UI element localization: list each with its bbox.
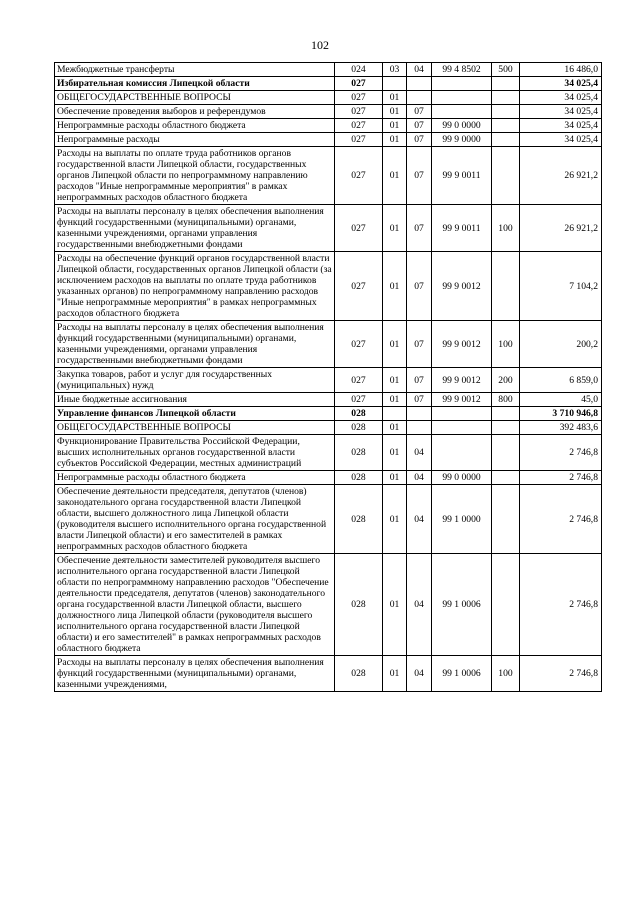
row-name: Расходы на выплаты персоналу в целях обеспечения выполнения функций государственными (муниципальными) органами, казенными учреждениями, органами управления государственными внебюджетными фондами bbox=[55, 205, 335, 252]
row-name: Расходы на выплаты персоналу в целях обеспечения выполнения функций государственными (муниципальными) органами, казенными учреждениями, bbox=[55, 656, 335, 692]
row-vr-code bbox=[492, 147, 520, 205]
row-name: Расходы на выплаты персоналу в целях обеспечения выполнения функций государственными (муниципальными) органами, казенными учреждениями, органами управления государственными внебюджетными фондами bbox=[55, 321, 335, 368]
row-csr-code: 99 1 0006 bbox=[432, 554, 492, 656]
row-pr-code: 07 bbox=[407, 205, 432, 252]
row-gr-code: 027 bbox=[335, 252, 383, 321]
row-pr-code: 04 bbox=[407, 554, 432, 656]
row-pr-code bbox=[407, 407, 432, 421]
budget-table bbox=[54, 62, 602, 692]
row-gr-code: 024 bbox=[335, 63, 383, 77]
row-gr-code: 027 bbox=[335, 77, 383, 91]
row-gr-code: 027 bbox=[335, 205, 383, 252]
row-vr-code bbox=[492, 554, 520, 656]
row-rz-code: 01 bbox=[383, 133, 407, 147]
row-pr-code: 07 bbox=[407, 119, 432, 133]
row-gr-code: 028 bbox=[335, 485, 383, 554]
row-vr-code bbox=[492, 119, 520, 133]
table-row bbox=[55, 119, 602, 133]
table-row bbox=[55, 435, 602, 471]
row-csr-code bbox=[432, 77, 492, 91]
table-row bbox=[55, 77, 602, 91]
row-rz-code: 01 bbox=[383, 554, 407, 656]
row-vr-code bbox=[492, 252, 520, 321]
row-csr-code: 99 9 0012 bbox=[432, 321, 492, 368]
row-csr-code bbox=[432, 407, 492, 421]
row-gr-code: 027 bbox=[335, 147, 383, 205]
row-csr-code: 99 0 0000 bbox=[432, 119, 492, 133]
row-name: Управление финансов Липецкой области bbox=[55, 407, 335, 421]
row-name: Непрограммные расходы bbox=[55, 133, 335, 147]
row-gr-code: 028 bbox=[335, 656, 383, 692]
row-vr-code: 200 bbox=[492, 368, 520, 393]
row-sum: 34 025,4 bbox=[520, 119, 602, 133]
row-sum: 34 025,4 bbox=[520, 91, 602, 105]
row-name: Функционирование Правительства Российской Федерации, высших исполнительных органов государственной власти субъектов Российской Федерации, местных администраций bbox=[55, 435, 335, 471]
row-vr-code bbox=[492, 105, 520, 119]
row-vr-code: 100 bbox=[492, 321, 520, 368]
row-csr-code: 99 9 0012 bbox=[432, 368, 492, 393]
row-pr-code: 07 bbox=[407, 368, 432, 393]
row-pr-code bbox=[407, 77, 432, 91]
page-number: 102 bbox=[311, 38, 329, 52]
row-rz-code: 01 bbox=[383, 105, 407, 119]
row-vr-code: 800 bbox=[492, 393, 520, 407]
table-row bbox=[55, 91, 602, 105]
row-sum: 2 746,8 bbox=[520, 471, 602, 485]
row-gr-code: 027 bbox=[335, 91, 383, 105]
row-vr-code bbox=[492, 485, 520, 554]
row-sum: 2 746,8 bbox=[520, 435, 602, 471]
row-csr-code: 99 9 0011 bbox=[432, 205, 492, 252]
row-sum: 34 025,4 bbox=[520, 77, 602, 91]
table-row bbox=[55, 421, 602, 435]
row-rz-code: 01 bbox=[383, 421, 407, 435]
row-rz-code: 01 bbox=[383, 147, 407, 205]
row-sum: 2 746,8 bbox=[520, 485, 602, 554]
table-row bbox=[55, 105, 602, 119]
row-rz-code: 03 bbox=[383, 63, 407, 77]
row-gr-code: 027 bbox=[335, 105, 383, 119]
table-row bbox=[55, 147, 602, 205]
row-rz-code: 01 bbox=[383, 393, 407, 407]
row-sum: 392 483,6 bbox=[520, 421, 602, 435]
row-rz-code: 01 bbox=[383, 91, 407, 105]
row-rz-code: 01 bbox=[383, 321, 407, 368]
row-pr-code: 07 bbox=[407, 147, 432, 205]
table-row bbox=[55, 393, 602, 407]
row-gr-code: 028 bbox=[335, 407, 383, 421]
row-gr-code: 028 bbox=[335, 554, 383, 656]
row-csr-code: 99 0 0000 bbox=[432, 471, 492, 485]
row-name: Расходы на обеспечение функций органов государственной власти Липецкой области, государственных органов Липецкой области (за исключением расходов на выплаты по оплате труда работников указанных органов) по непрограммному направлению расходов "Иные непрограммные мероприятия" в рамках непрограммных расходов областного бюджета bbox=[55, 252, 335, 321]
row-vr-code: 100 bbox=[492, 205, 520, 252]
row-gr-code: 027 bbox=[335, 393, 383, 407]
row-pr-code: 04 bbox=[407, 435, 432, 471]
row-csr-code bbox=[432, 91, 492, 105]
row-name: Обеспечение проведения выборов и референдумов bbox=[55, 105, 335, 119]
row-rz-code: 01 bbox=[383, 471, 407, 485]
row-sum: 34 025,4 bbox=[520, 105, 602, 119]
row-csr-code: 99 9 0011 bbox=[432, 147, 492, 205]
row-sum: 16 486,0 bbox=[520, 63, 602, 77]
row-pr-code: 04 bbox=[407, 471, 432, 485]
row-rz-code: 01 bbox=[383, 205, 407, 252]
row-vr-code bbox=[492, 77, 520, 91]
row-name: Обеспечение деятельности председателя, депутатов (членов) законодательного органа государственной власти Липецкой области, высшего должностного лица Липецкой области (руководителя высшего исполнительного органа государственной власти Липецкой области) и его заместителей в рамках непрограммных расходов областного бюджета bbox=[55, 485, 335, 554]
row-name: ОБЩЕГОСУДАРСТВЕННЫЕ ВОПРОСЫ bbox=[55, 91, 335, 105]
row-sum: 26 921,2 bbox=[520, 205, 602, 252]
row-gr-code: 027 bbox=[335, 119, 383, 133]
row-vr-code bbox=[492, 407, 520, 421]
row-name: ОБЩЕГОСУДАРСТВЕННЫЕ ВОПРОСЫ bbox=[55, 421, 335, 435]
table-row bbox=[55, 554, 602, 656]
row-sum: 3 710 946,8 bbox=[520, 407, 602, 421]
row-name: Иные бюджетные ассигнования bbox=[55, 393, 335, 407]
row-pr-code: 04 bbox=[407, 63, 432, 77]
row-name: Избирательная комиссия Липецкой области bbox=[55, 77, 335, 91]
row-sum: 6 859,0 bbox=[520, 368, 602, 393]
row-rz-code bbox=[383, 77, 407, 91]
row-pr-code bbox=[407, 421, 432, 435]
row-gr-code: 027 bbox=[335, 133, 383, 147]
row-pr-code: 07 bbox=[407, 133, 432, 147]
row-pr-code: 07 bbox=[407, 252, 432, 321]
row-sum: 200,2 bbox=[520, 321, 602, 368]
row-csr-code: 99 9 0012 bbox=[432, 252, 492, 321]
row-rz-code: 01 bbox=[383, 656, 407, 692]
row-name: Закупка товаров, работ и услуг для государственных (муниципальных) нужд bbox=[55, 368, 335, 393]
row-pr-code bbox=[407, 91, 432, 105]
row-vr-code bbox=[492, 471, 520, 485]
row-csr-code bbox=[432, 435, 492, 471]
table-row bbox=[55, 407, 602, 421]
row-rz-code: 01 bbox=[383, 368, 407, 393]
row-vr-code bbox=[492, 133, 520, 147]
row-pr-code: 07 bbox=[407, 105, 432, 119]
row-csr-code bbox=[432, 421, 492, 435]
table-row bbox=[55, 471, 602, 485]
table-row bbox=[55, 656, 602, 692]
row-vr-code bbox=[492, 435, 520, 471]
row-gr-code: 028 bbox=[335, 421, 383, 435]
row-pr-code: 04 bbox=[407, 656, 432, 692]
row-rz-code: 01 bbox=[383, 119, 407, 133]
row-gr-code: 028 bbox=[335, 471, 383, 485]
row-pr-code: 07 bbox=[407, 321, 432, 368]
table-row bbox=[55, 133, 602, 147]
row-sum: 2 746,8 bbox=[520, 656, 602, 692]
row-rz-code: 01 bbox=[383, 252, 407, 321]
table-row bbox=[55, 321, 602, 368]
row-rz-code: 01 bbox=[383, 485, 407, 554]
row-name: Межбюджетные трансферты bbox=[55, 63, 335, 77]
row-name: Расходы на выплаты по оплате труда работников органов государственной власти Липецкой области, государственных органов Липецкой области по непрограммному направлению расходов "Иные непрограммные мероприятия" в рамках непрограммных расходов областного бюджета bbox=[55, 147, 335, 205]
row-csr-code: 99 1 0000 bbox=[432, 485, 492, 554]
row-sum: 7 104,2 bbox=[520, 252, 602, 321]
row-sum: 2 746,8 bbox=[520, 554, 602, 656]
row-name: Обеспечение деятельности заместителей руководителя высшего исполнительного органа государственной власти Липецкой области по непрограммному направлению расходов "Обеспечение деятельности председателя, депутатов (членов) законодательного органа государственной власти Липецкой области, высшего должностного лица Липецкой области (руководителя высшего исполнительного органа государственной власти Липецкой области) и его заместителей" в рамках непрограммных расходов областного бюджета bbox=[55, 554, 335, 656]
table-row bbox=[55, 485, 602, 554]
row-vr-code bbox=[492, 91, 520, 105]
row-csr-code: 99 4 8502 bbox=[432, 63, 492, 77]
row-gr-code: 028 bbox=[335, 435, 383, 471]
row-csr-code bbox=[432, 105, 492, 119]
table-row bbox=[55, 205, 602, 252]
row-gr-code: 027 bbox=[335, 368, 383, 393]
row-name: Непрограммные расходы областного бюджета bbox=[55, 471, 335, 485]
row-name: Непрограммные расходы областного бюджета bbox=[55, 119, 335, 133]
row-csr-code: 99 9 0012 bbox=[432, 393, 492, 407]
row-vr-code bbox=[492, 421, 520, 435]
row-vr-code: 100 bbox=[492, 656, 520, 692]
row-sum: 34 025,4 bbox=[520, 133, 602, 147]
row-rz-code: 01 bbox=[383, 435, 407, 471]
table-row bbox=[55, 368, 602, 393]
table-row bbox=[55, 252, 602, 321]
row-csr-code: 99 9 0000 bbox=[432, 133, 492, 147]
row-csr-code: 99 1 0006 bbox=[432, 656, 492, 692]
row-rz-code bbox=[383, 407, 407, 421]
row-pr-code: 07 bbox=[407, 393, 432, 407]
row-gr-code: 027 bbox=[335, 321, 383, 368]
row-pr-code: 04 bbox=[407, 485, 432, 554]
table-row bbox=[55, 63, 602, 77]
row-sum: 26 921,2 bbox=[520, 147, 602, 205]
row-vr-code: 500 bbox=[492, 63, 520, 77]
row-sum: 45,0 bbox=[520, 393, 602, 407]
